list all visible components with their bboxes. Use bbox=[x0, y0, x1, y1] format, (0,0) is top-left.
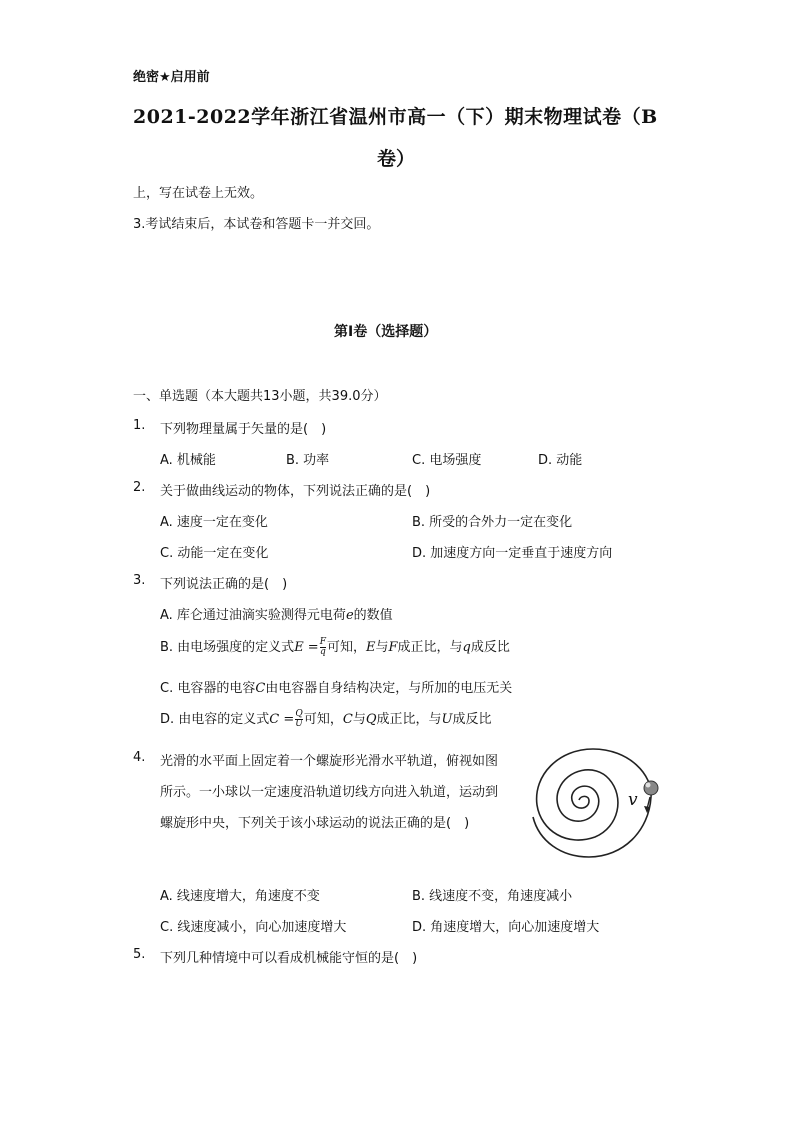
option-text: 成正比，与 bbox=[397, 640, 463, 655]
option-text: A. 库仑通过油滴实验测得元电荷 bbox=[160, 608, 346, 623]
variable: q bbox=[462, 640, 471, 655]
option-c: C. 电场强度 bbox=[412, 453, 482, 468]
option-text: D. 由电容的定义式 bbox=[160, 712, 270, 727]
equation-lhs: E = bbox=[294, 640, 319, 655]
variable: e bbox=[345, 608, 354, 623]
question-text: 下列几种情境中可以看成机械能守恒的是( ) bbox=[160, 951, 418, 966]
numerator: F bbox=[319, 637, 326, 647]
option-text: 由电容器自身结构决定，与所加的电压无关 bbox=[265, 681, 513, 696]
variable: F bbox=[388, 640, 398, 655]
section-title: 第I卷（选择题） bbox=[334, 324, 438, 340]
question-number: 3. bbox=[133, 573, 146, 588]
option-b: B. 线速度不变，角速度减小 bbox=[412, 889, 573, 904]
denominator: U bbox=[295, 719, 303, 729]
equation-lhs: C = bbox=[269, 712, 295, 727]
option-c bbox=[160, 677, 512, 696]
question-number: 4. bbox=[133, 750, 146, 765]
variable: C bbox=[255, 681, 266, 696]
option-b: B. 所受的合外力一定在变化 bbox=[412, 515, 573, 530]
velocity-label: v bbox=[628, 790, 638, 810]
part-title: 一、单选题（本大题共13小题，共39.0分） bbox=[133, 389, 387, 404]
option-a bbox=[160, 604, 393, 623]
option-c: C. 线速度减小，向心加速度增大 bbox=[160, 920, 347, 935]
option-text: B. 由电场强度的定义式 bbox=[160, 640, 295, 655]
option-text: 成反比 bbox=[470, 640, 510, 655]
variable: C bbox=[342, 712, 353, 727]
option-text: 成正比，与 bbox=[376, 712, 442, 727]
question-number: 2. bbox=[133, 480, 146, 495]
spiral-track-figure bbox=[527, 745, 667, 863]
question-text-line: 光滑的水平面上固定着一个螺旋形光滑水平轨道，俯视如图 bbox=[160, 754, 499, 769]
option-d: D. 角速度增大，向心加速度增大 bbox=[412, 920, 600, 935]
option-b bbox=[160, 636, 510, 657]
exam-title-line2: 卷） bbox=[377, 148, 416, 170]
question-text: 关于做曲线运动的物体，下列说法正确的是( ) bbox=[160, 484, 431, 499]
option-text: C. 电容器的电容 bbox=[160, 681, 256, 696]
question-text-line: 所示。一小球以一定速度沿轨道切线方向进入轨道，运动到 bbox=[160, 785, 499, 800]
variable: U bbox=[441, 712, 453, 727]
instruction-line: 上，写在试卷上无效。 bbox=[133, 186, 264, 201]
option-text: 与 bbox=[375, 640, 389, 655]
question-number: 1. bbox=[133, 418, 146, 433]
option-text: 成反比 bbox=[452, 712, 492, 727]
instruction-line: 3.考试结束后，本试卷和答题卡一并交回。 bbox=[133, 217, 380, 232]
exam-title-line1: 2021-2022学年浙江省温州市高一（下）期末物理试卷（B bbox=[133, 106, 658, 128]
numerator: Q bbox=[295, 709, 303, 719]
fraction bbox=[320, 638, 326, 657]
question-text-line: 螺旋形中央，下列关于该小球运动的说法正确的是( ) bbox=[160, 816, 470, 831]
fraction bbox=[295, 710, 303, 729]
question-text: 下列物理量属于矢量的是( ) bbox=[160, 422, 327, 437]
option-text: 的数值 bbox=[353, 608, 393, 623]
confidential-label: 绝密★启用前 bbox=[133, 70, 210, 85]
question-number: 5. bbox=[133, 947, 146, 962]
option-c: C. 动能一定在变化 bbox=[160, 546, 269, 561]
option-text: 可知， bbox=[326, 640, 366, 655]
ball bbox=[644, 781, 658, 795]
option-a: A. 机械能 bbox=[160, 453, 216, 468]
variable: E bbox=[365, 640, 376, 655]
denominator: q bbox=[319, 647, 326, 657]
option-d: D. 加速度方向一定垂直于速度方向 bbox=[412, 546, 613, 561]
option-b: B. 功率 bbox=[286, 453, 330, 468]
ball-highlight bbox=[646, 783, 651, 788]
question-text: 下列说法正确的是( ) bbox=[160, 577, 288, 592]
option-a: A. 线速度增大，角速度不变 bbox=[160, 889, 320, 904]
option-text: 可知， bbox=[303, 712, 343, 727]
option-a: A. 速度一定在变化 bbox=[160, 515, 268, 530]
option-text: 与 bbox=[352, 712, 366, 727]
variable: Q bbox=[365, 712, 377, 727]
option-d: D. 动能 bbox=[538, 453, 583, 468]
option-d bbox=[160, 708, 492, 729]
